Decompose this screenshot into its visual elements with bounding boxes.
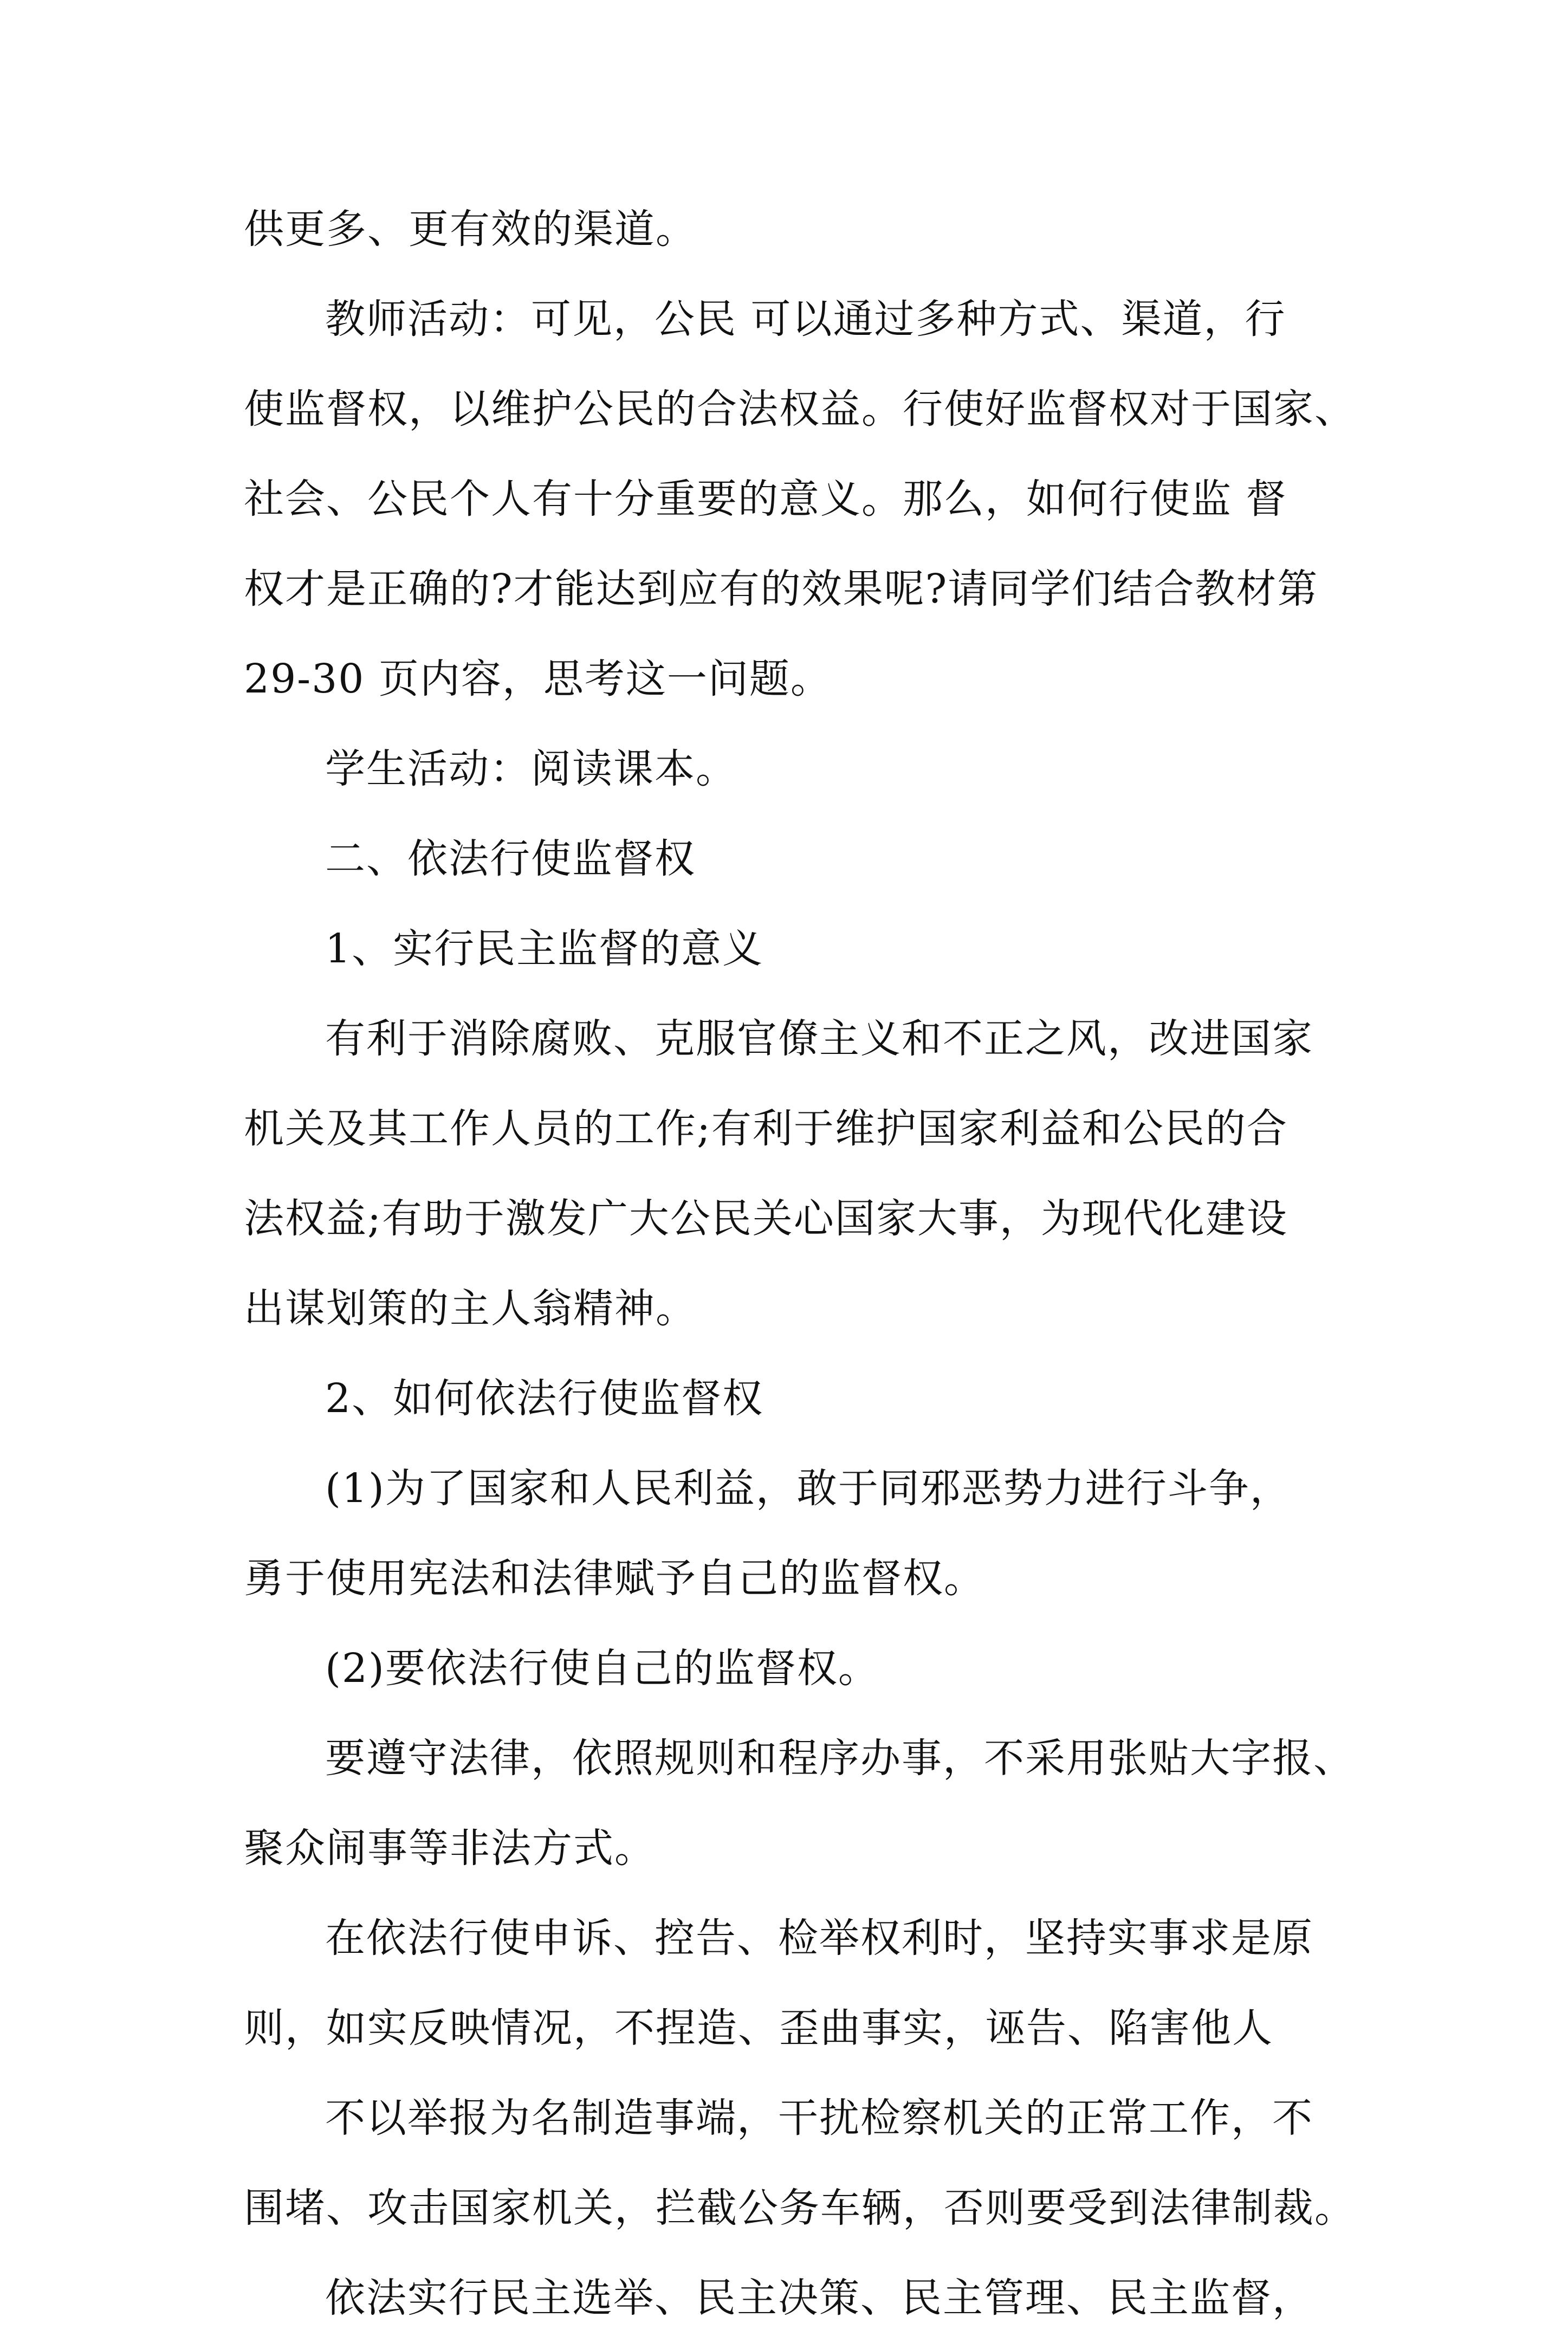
text-line: 出谋划策的主人翁精神。 bbox=[244, 1285, 697, 1332]
text-line: 社会、公民个人有十分重要的意义。那么，如何行使监 督 bbox=[244, 476, 1287, 522]
document-body bbox=[244, 184, 1360, 2343]
text-line: (2)要依法行使自己的监督权。 bbox=[325, 1645, 879, 1692]
text-line: 勇于使用宪法和法律赋予自己的监督权。 bbox=[244, 1555, 985, 1602]
subsection-heading: 2、如何依法行使监督权 bbox=[325, 1375, 764, 1422]
text-line: 供更多、更有效的渠道。 bbox=[244, 206, 697, 253]
text-line: 依法实行民主选举、民主决策、民主管理、民主监督， bbox=[325, 2275, 1313, 2321]
text-line: 聚众闹事等非法方式。 bbox=[244, 1825, 656, 1872]
text-line: 使监督权，以维护公民的合法权益。行使好监督权对于国家、 bbox=[244, 386, 1356, 432]
text-line: 教师活动：可见，公民 可以通过多种方式、渠道，行 bbox=[325, 296, 1286, 342]
text-line: 不以举报为名制造事端，干扰检察机关的正常工作，不 bbox=[325, 2095, 1313, 2141]
text-line: 则，如实反映情况，不捏造、歪曲事实，诬告、陷害他人 bbox=[244, 2005, 1273, 2051]
text-line: 要遵守法律，依照规则和程序办事，不采用张贴大字报、 bbox=[325, 1735, 1355, 1782]
text-line: 29-30 页内容，思考这一问题。 bbox=[244, 656, 832, 702]
text-line: 法权益;有助于激发广大公民关心国家大事，为现代化建设 bbox=[244, 1195, 1288, 1242]
subsection-heading: 1、实行民主监督的意义 bbox=[325, 925, 764, 972]
text-line: 权才是正确的?才能达到应有的效果呢?请同学们结合教材第 bbox=[244, 566, 1319, 612]
text-line: 有利于消除腐败、克服官僚主义和不正之风，改进国家 bbox=[325, 1015, 1313, 1062]
text-line: 围堵、攻击国家机关，拦截公务车辆，否则要受到法律制裁。 bbox=[244, 2185, 1356, 2231]
text-line: (1)为了国家和人民利益，敢于同邪恶势力进行斗争， bbox=[325, 1465, 1291, 1512]
text-line: 机关及其工作人员的工作;有利于维护国家利益和公民的合 bbox=[244, 1105, 1288, 1152]
section-heading: 二、依法行使监督权 bbox=[325, 836, 696, 882]
text-line: 学生活动：阅读课本。 bbox=[325, 746, 737, 792]
text-line: 在依法行使申诉、控告、检举权利时，坚持实事求是原 bbox=[325, 1915, 1313, 1962]
